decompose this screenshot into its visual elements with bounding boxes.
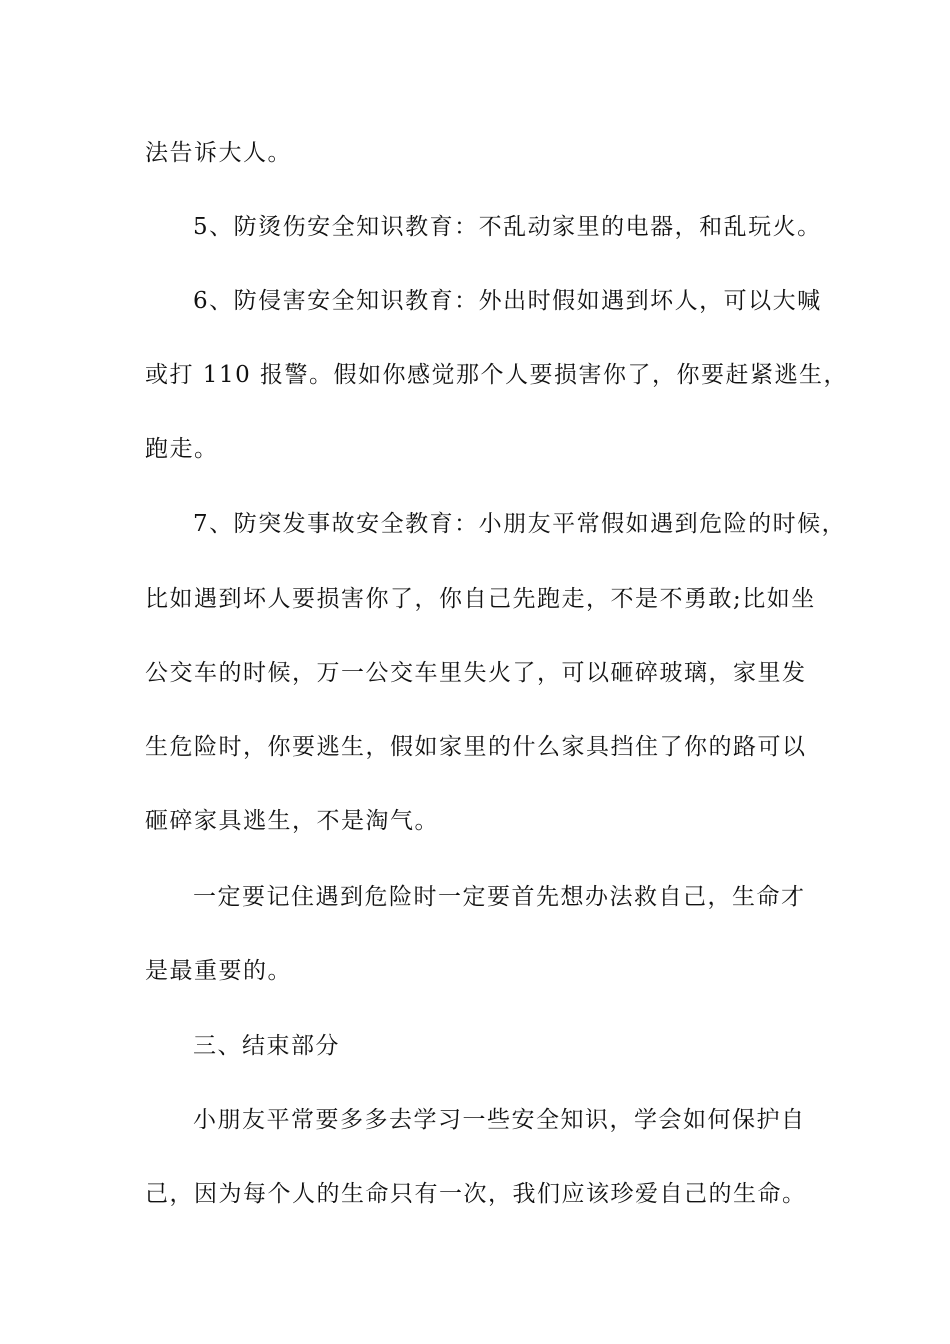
text-line: 一定要记住遇到危险时一定要首先想办法救自己，生命才 [193, 884, 806, 910]
text-line: 7、防突发事故安全教育：小朋友平常假如遇到危险的时候， [193, 511, 847, 537]
text-line: 6、防侵害安全知识教育：外出时假如遇到坏人，可以大喊 [193, 288, 822, 314]
text-line: 己，因为每个人的生命只有一次，我们应该珍爱自己的生命。 [145, 1181, 807, 1207]
text-line: 是最重要的。 [145, 958, 292, 984]
text-line: 砸碎家具逃生，不是淘气。 [145, 808, 439, 834]
section-heading: 三、结束部分 [193, 1033, 340, 1059]
text-line: 生危险时，你要逃生，假如家里的什么家具挡住了你的路可以 [145, 734, 807, 760]
text-line: 公交车的时候，万一公交车里失火了，可以砸碎玻璃，家里发 [145, 660, 807, 686]
text-line: 法告诉大人。 [145, 140, 292, 166]
text-line: 比如遇到坏人要损害你了，你自己先跑走，不是不勇敢;比如坐 [145, 586, 816, 612]
text-line: 跑走。 [145, 436, 219, 462]
text-line: 5、防烫伤安全知识教育：不乱动家里的电器，和乱玩火。 [193, 214, 822, 240]
text-line: 小朋友平常要多多去学习一些安全知识，学会如何保护自 [193, 1107, 806, 1133]
text-line: 或打 110 报警。假如你感觉那个人要损害你了，你要赶紧逃生， [145, 362, 849, 388]
